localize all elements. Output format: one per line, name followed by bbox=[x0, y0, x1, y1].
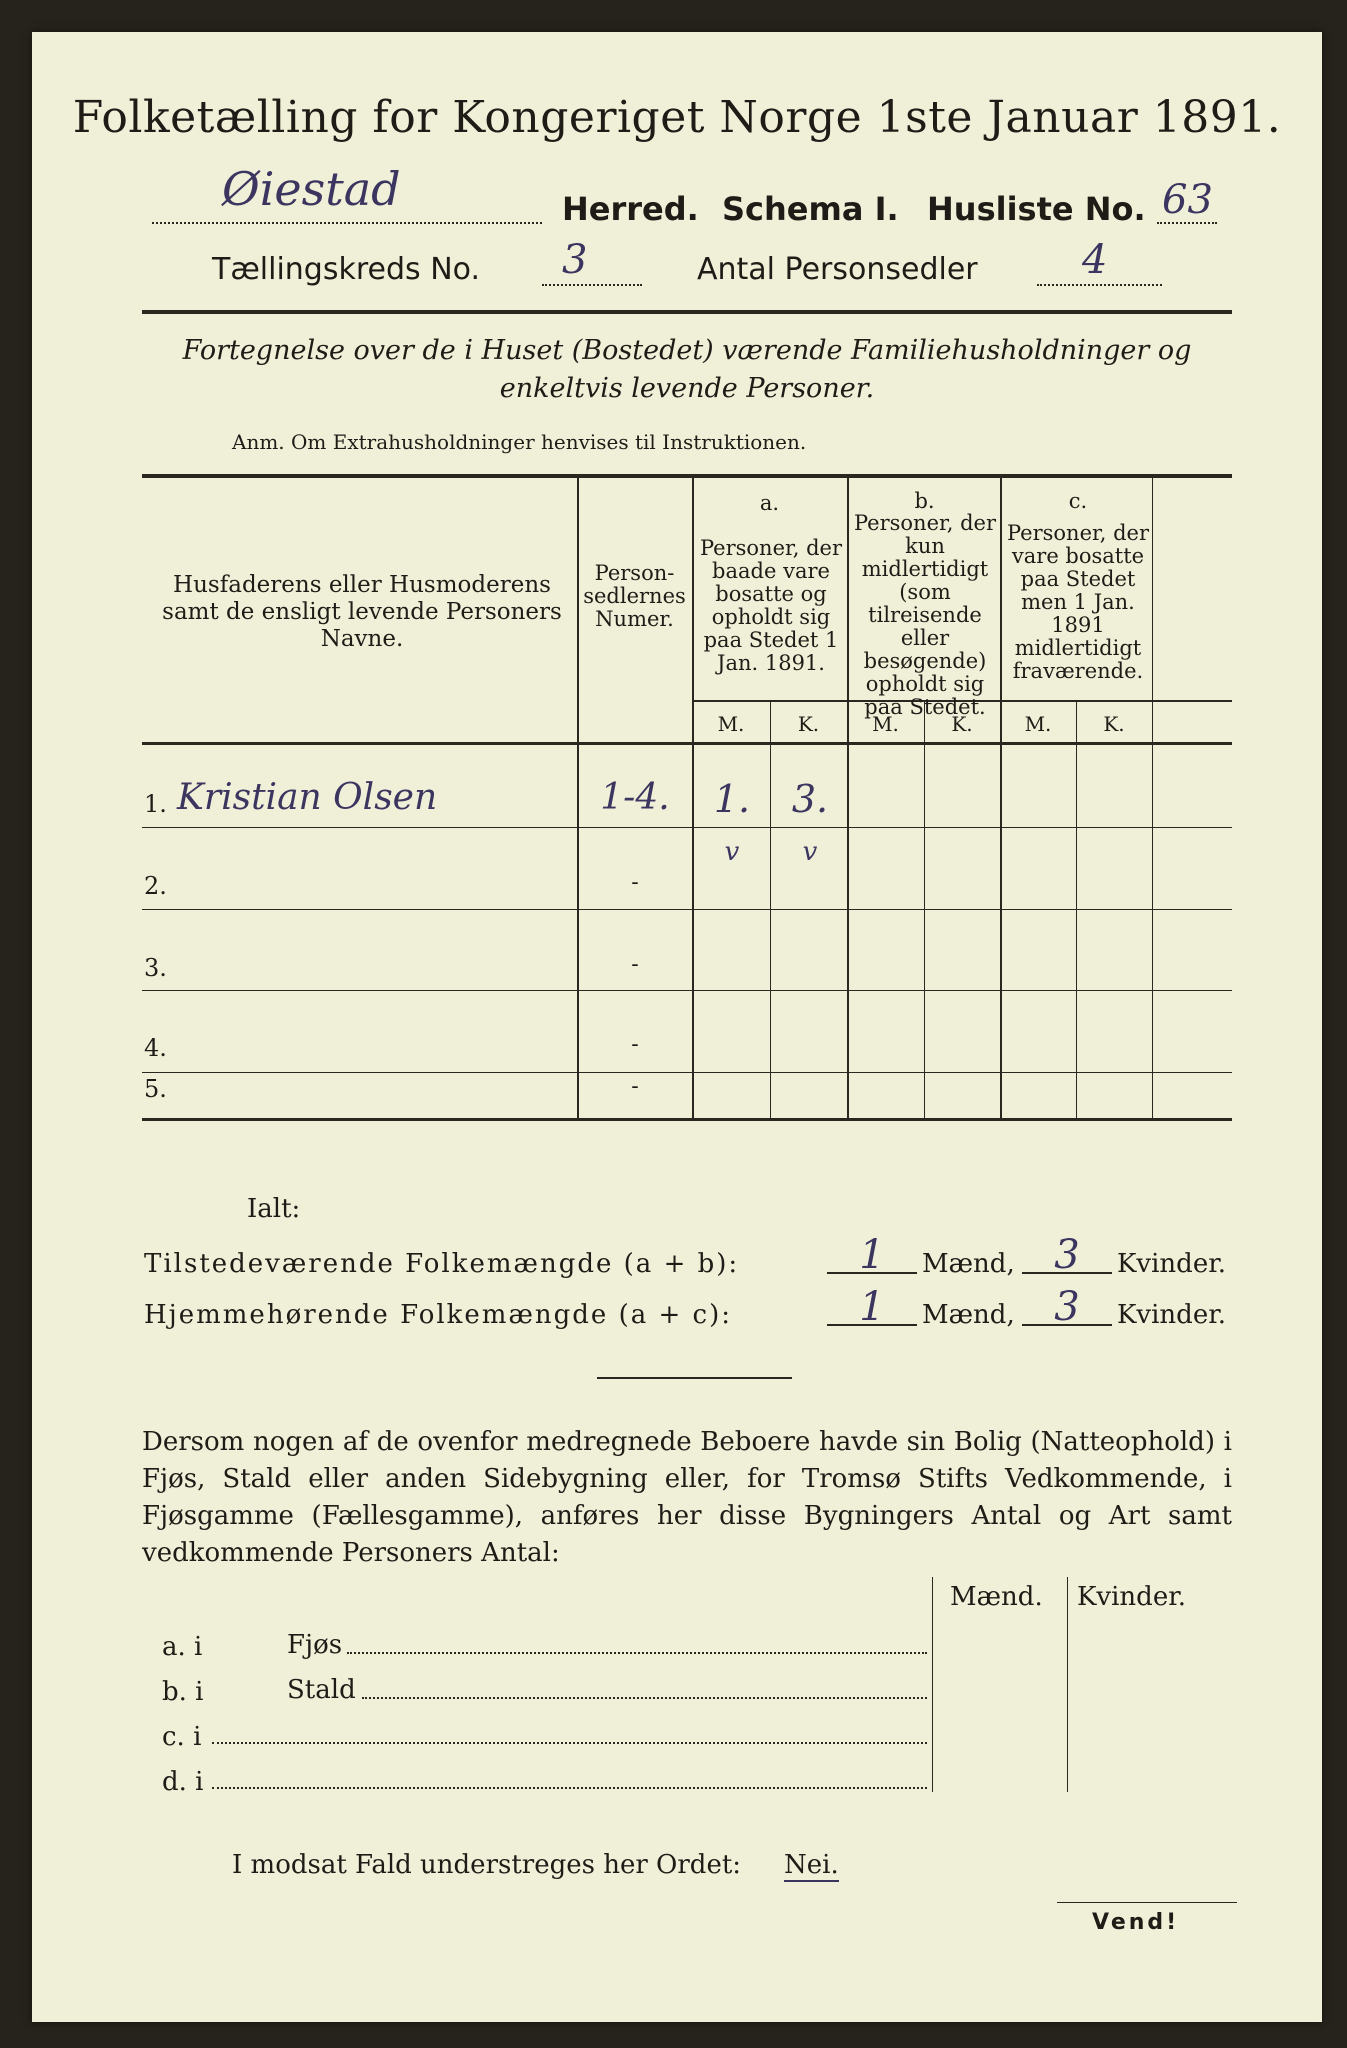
ialt-label: Ialt: bbox=[247, 1194, 301, 1224]
header-divider bbox=[142, 310, 1232, 314]
row-numer: - bbox=[631, 1074, 639, 1099]
buildings-letter: b. i bbox=[162, 1677, 204, 1707]
row-numer: - bbox=[631, 952, 639, 977]
col-c-letter: c. bbox=[1068, 489, 1088, 513]
buildings-paragraph: Dersom nogen af de ovenfor medregnede Beboere havde sin Bolig (Natteophold) i Fjøs, Stald eller anden Sidebygning eller, for Tromsø Stifts Vedkommende, i Fjøsgamme (Fællesgamme), anføres her disse Bygningers Antal og Art samt vedkommende Personers Antal: bbox=[142, 1427, 1232, 1568]
hjemme-kvinder: Kvinder. bbox=[1117, 1300, 1227, 1330]
buildings-label: Fjøs bbox=[287, 1630, 343, 1660]
antal-label: Antal Personsedler bbox=[697, 252, 978, 287]
col-header-numer: Person-sedlernes Numer. bbox=[583, 561, 686, 631]
row-a-k: 3. bbox=[791, 777, 829, 821]
b-m-header: M. bbox=[872, 712, 899, 736]
c-k-header: K. bbox=[1103, 712, 1125, 736]
tilstede-kvinder: Kvinder. bbox=[1117, 1249, 1227, 1279]
row-rule-3 bbox=[142, 990, 1232, 991]
buildings-vline-2 bbox=[1067, 1577, 1068, 1792]
husliste-value: 63 bbox=[1162, 177, 1213, 223]
a-m-header: M. bbox=[717, 712, 745, 736]
buildings-letter: d. i bbox=[162, 1767, 204, 1797]
vend-rule bbox=[1057, 1902, 1237, 1903]
col-a-letter: a. bbox=[759, 491, 780, 515]
buildings-kvinder-header: Kvinder. bbox=[1077, 1582, 1187, 1612]
hjemme-maend: Mænd, bbox=[922, 1300, 1015, 1330]
buildings-label: Stald bbox=[287, 1675, 356, 1705]
row-numer: - bbox=[631, 870, 639, 895]
row-number: 2. bbox=[144, 872, 167, 900]
section-divider bbox=[597, 1377, 792, 1379]
col-header-b: Personer, der kun midlertidigt (som tilreisende eller besøgende) opholdt sig paa Stedet. bbox=[853, 511, 997, 719]
col-header-a: Personer, der baade vare bosatte og opholdt sig paa Stedet 1 Jan. 1891. bbox=[699, 536, 843, 675]
herred-label: Herred. bbox=[562, 190, 699, 228]
hjemme-label: Hjemmehørende Folkemængde (a + c): bbox=[144, 1300, 732, 1330]
col-header-c: Personer, der vare bosatte paa Stedet men 1 Jan. 1891 midlertidigt fraværende. bbox=[1006, 521, 1150, 683]
vend-label: Vend! bbox=[1092, 1910, 1180, 1935]
a-k-header: K. bbox=[797, 712, 820, 736]
row-number: 5. bbox=[144, 1075, 167, 1103]
tilstede-maend: Mænd, bbox=[922, 1249, 1015, 1279]
c-m-header: M. bbox=[1024, 712, 1052, 736]
row-a-m-check: v bbox=[724, 837, 740, 867]
row-numer: - bbox=[631, 1032, 639, 1057]
col-header-names: Husfaderens eller Husmoderens samt de ensligt levende Personers Navne. bbox=[162, 572, 562, 652]
row-a-m: 1. bbox=[713, 777, 751, 821]
row-numer: 1-4. bbox=[600, 777, 670, 818]
schema-label: Schema I. bbox=[722, 190, 899, 228]
b-k-header: K. bbox=[951, 712, 973, 736]
row-rule-4 bbox=[142, 1072, 1232, 1073]
kreds-value: 3 bbox=[562, 237, 588, 283]
anm-note: Anm. Om Extrahusholdninger henvises til Instruktionen. bbox=[232, 430, 807, 454]
buildings-letter: c. i bbox=[162, 1722, 202, 1752]
kreds-field-line bbox=[542, 254, 642, 286]
herred-value: Øiestad bbox=[222, 162, 401, 216]
table-bottom-rule bbox=[142, 1118, 1232, 1121]
husliste-label: Husliste No. bbox=[927, 190, 1146, 228]
modsat-text: I modsat Fald understreges her Ordet: bbox=[232, 1850, 742, 1880]
table-top-rule bbox=[142, 474, 1232, 478]
row-a-k-check: v bbox=[802, 837, 818, 867]
buildings-dots bbox=[347, 1644, 927, 1654]
vline-a-mid bbox=[770, 700, 771, 1120]
buildings-dots bbox=[212, 1779, 927, 1789]
tilstede-k-value: 3 bbox=[1054, 1232, 1080, 1278]
form-subtitle: Fortegnelse over de i Huset (Bostedet) værende Familiehusholdninger og enkeltvis levende Personer. bbox=[182, 335, 1192, 404]
hjemme-k-value: 3 bbox=[1054, 1284, 1080, 1330]
tilstede-m-value: 1 bbox=[859, 1232, 885, 1278]
buildings-letter: a. i bbox=[162, 1632, 203, 1662]
row-rule-1 bbox=[142, 827, 1232, 828]
vline-names bbox=[577, 474, 579, 1120]
row-rule-2 bbox=[142, 909, 1232, 910]
buildings-dots bbox=[212, 1734, 927, 1744]
vline-b-mid bbox=[924, 700, 925, 1120]
kreds-label: Tællingskreds No. bbox=[212, 252, 480, 287]
buildings-dots bbox=[362, 1689, 927, 1699]
row-number: 1. bbox=[144, 790, 167, 818]
row-number: 3. bbox=[144, 954, 167, 982]
col-b-letter: b. bbox=[914, 489, 935, 513]
tilstede-label: Tilstedeværende Folkemængde (a + b): bbox=[144, 1249, 740, 1279]
buildings-vline-1 bbox=[932, 1577, 933, 1792]
hjemme-m-value: 1 bbox=[859, 1284, 885, 1330]
row-name: Kristian Olsen bbox=[177, 777, 438, 818]
vline-c-mid bbox=[1152, 474, 1153, 1120]
row-number: 4. bbox=[144, 1034, 167, 1062]
table-header-rule bbox=[142, 742, 1232, 745]
antal-value: 4 bbox=[1082, 237, 1108, 283]
census-form-page bbox=[32, 32, 1322, 2022]
nei-word: Nei. bbox=[784, 1850, 839, 1880]
buildings-maend-header: Mænd. bbox=[950, 1582, 1043, 1612]
vline-b bbox=[1000, 474, 1002, 1120]
form-title: Folketælling for Kongeriget Norge 1ste Januar 1891. bbox=[72, 92, 1282, 143]
vline-c-inner bbox=[1076, 702, 1077, 1120]
